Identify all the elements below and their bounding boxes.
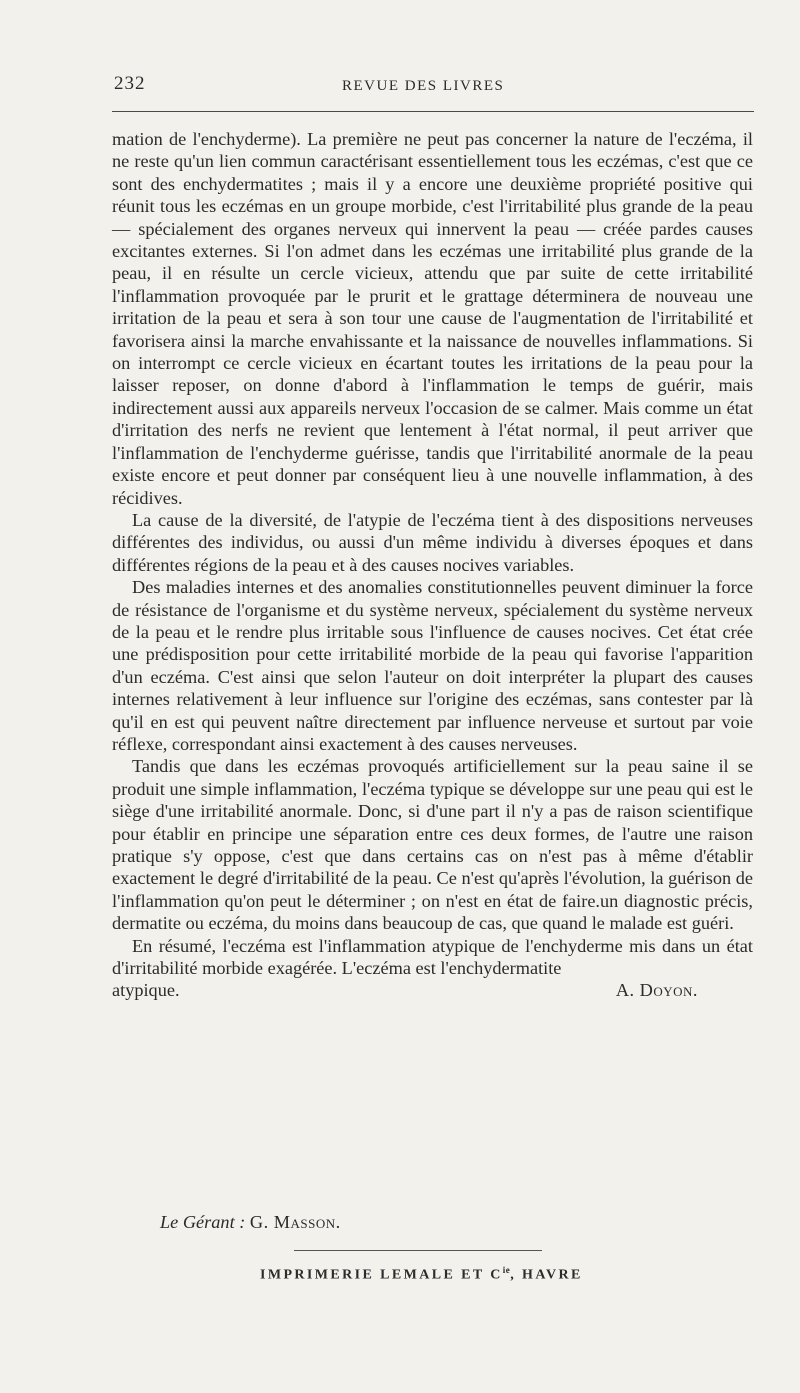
printer-imprint xyxy=(260,1265,583,1284)
closing-line xyxy=(112,979,753,1001)
paragraph: Tandis que dans les eczémas provoqués artificiellement sur la peau saine il se produit une simple inflammation, l'eczéma typique se développe sur une peau qui est le siège d'une irritabilité anormale. Donc, si d'une part il n'y a pas de raison scientifique pour établir en principe une séparation entre ces deux formes, de l'autre une raison pratique s'y oppose, c'est que dans certains cas on n'est pas à même d'établir exactement le degré d'irritabilité de la peau. Ce n'est qu'après l'évolution, la guérison de l'inflammation qu'on peut le déterminer ; on n'est en état de faire.un diagnostic précis, dermatite ou eczéma, du moins dans beaucoup de cas, que quand le malade est guéri. xyxy=(112,756,753,934)
closing-text: atypique. xyxy=(112,980,180,1001)
printer-city: , HAVRE xyxy=(510,1267,583,1283)
publisher-manager xyxy=(160,1212,341,1233)
footer-rule xyxy=(294,1250,542,1251)
printer-name: IMPRIMERIE LEMALE ET C xyxy=(260,1267,503,1283)
printer-superscript: ie xyxy=(502,1265,511,1275)
paragraph: En résumé, l'eczéma est l'inflammation atypique de l'enchyderme mis dans un état d'irritabilité morbide exagérée. L'eczéma est l'enchydermatite xyxy=(112,935,753,979)
gerant-name: G. Masson. xyxy=(249,1212,341,1232)
page-header xyxy=(112,73,754,113)
article-body xyxy=(112,128,753,1002)
paragraph: La cause de la diversité, de l'atypie de l'eczéma tient à des dispositions nerveuses différentes des individus, ou aussi d'un même individu à diverses époques et dans différentes régions de la peau et à des causes nocives variables. xyxy=(112,509,753,575)
header-rule xyxy=(112,111,754,112)
paragraph: mation de l'enchyderme). La première ne peut pas concerner la nature de l'eczéma, il ne reste qu'un lien commun caractérisant essentiellement tous les eczémas, c'est que ce sont des enchydermatites ; mais il y a encore une deuxième propriété positive qui réunit tous les eczémas en un groupe morbide, c'est l'irritabilité plus grande de la peau — spécialement des organes nerveux qui innervent la peau — créée pardes causes excitantes externes. Si l'on admet dans les eczémas une irritabilité plus grande de la peau, il en résulte un cercle vicieux, attendu que par suite de cette irritabilité l'inflammation provoquée par le prurit et le grattage déterminera de nouveau une irritation de la peau et sera à son tour une cause de l'augmentation de l'irritabilité et favorisera ainsi la marche envahissante et la naissance de nouvelles inflammations. Si on interrompt ce cercle vicieux en écartant toutes les irritations de la peau pour la laisser reposer, on donne d'abord à l'inflammation le temps de guérir, mais indirectement aussi aux appareils nerveux l'occasion de se calmer. Mais comme un état d'irritation des nerfs ne revient que lentement à l'état normal, il peut arriver que l'inflammation de l'enchyderme guérisse, tandis que l'irritabilité anormale de la peau existe encore et peut donner par conséquent lieu à une nouvelle inflammation, à des récidives. xyxy=(112,129,753,508)
author-signature: A. Doyon. xyxy=(615,980,698,1001)
gerant-label: Le Gérant : xyxy=(160,1212,246,1232)
running-title: REVUE DES LIVRES xyxy=(342,78,505,94)
paragraph: Des maladies internes et des anomalies constitutionnelles peuvent diminuer la force de résistance de l'organisme et du système nerveux, spécialement du système nerveux de la peau et le rendre plus irritable sous l'influence de causes nocives. Cet état crée une prédisposition pour cette irritabilité morbide de la peau qui favorise l'apparition d'un eczéma. C'est ainsi que selon l'auteur on doit interpréter la plupart des causes internes relativement à leur influence sur l'origine des eczémas, sans contester par là qu'il en est qui peuvent naître directement par influence nerveuse et surtout par voie réflexe, correspondant ainsi exactement à des causes nerveuses. xyxy=(112,577,753,754)
page-number: 232 xyxy=(114,73,146,94)
